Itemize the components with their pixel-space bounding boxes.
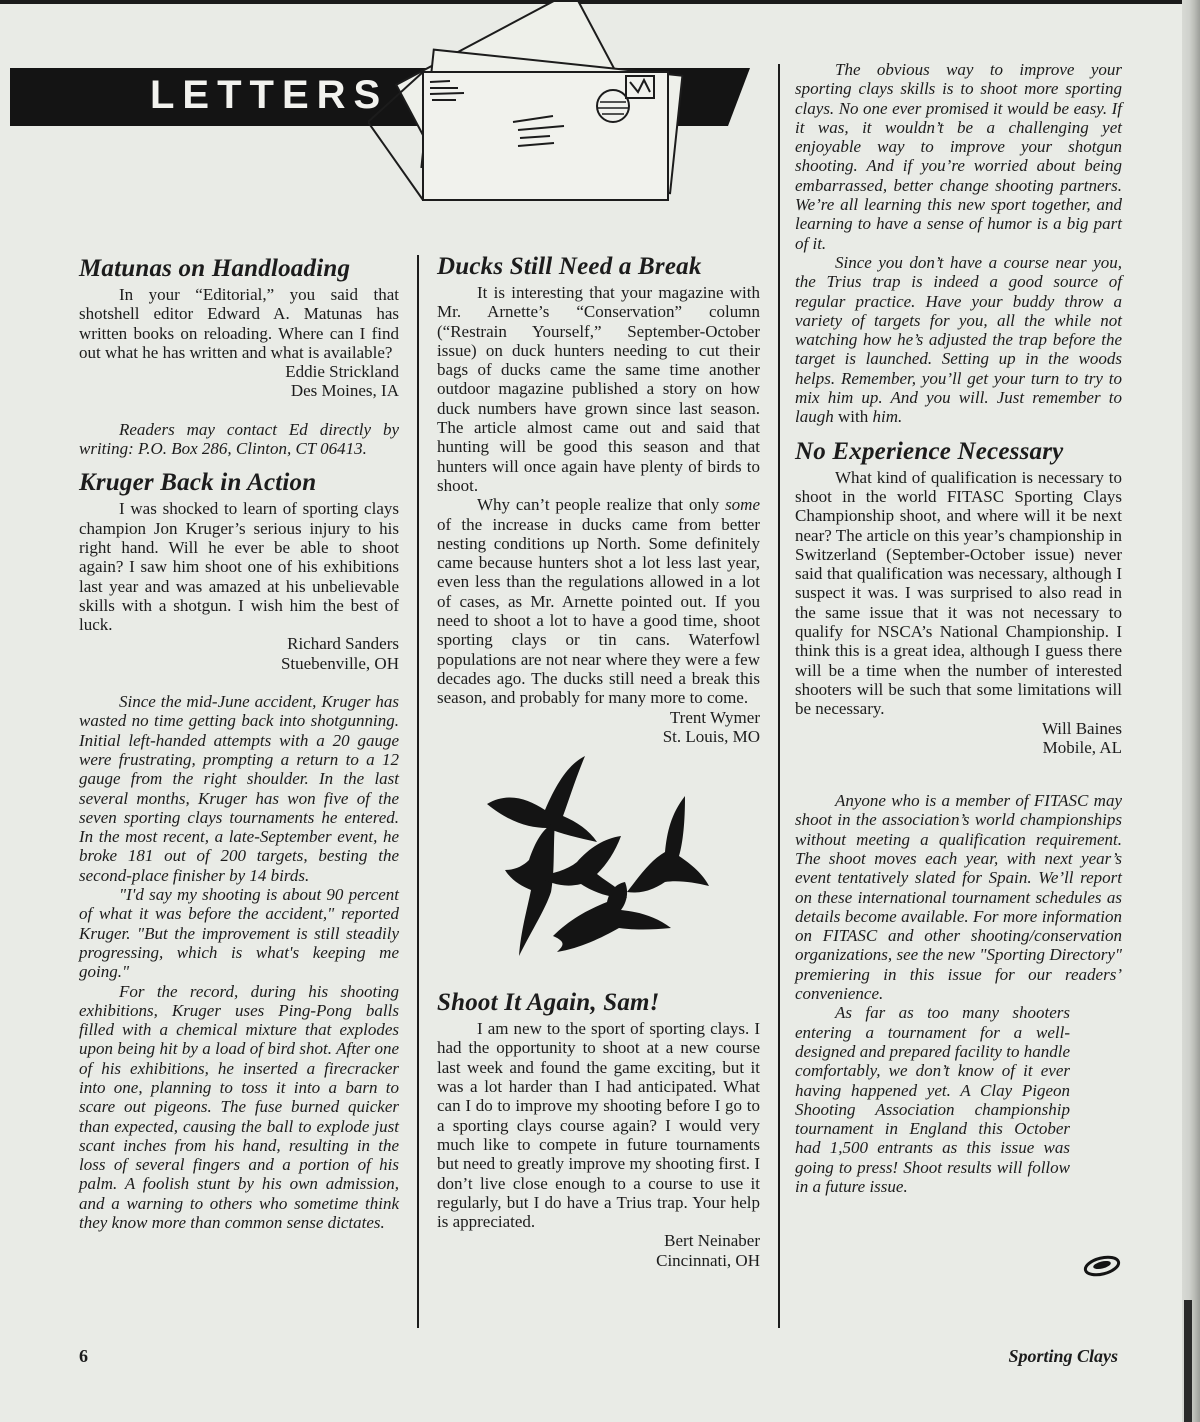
letter-heading: No Experience Necessary — [795, 437, 1064, 465]
letter-author: Trent Wymer — [669, 707, 760, 727]
editor-reply: "I'd say my shooting is about 90 percent of what it was before the accident," reported Kruger. "But the improvement is still steadily progressing, which is what's keeping me going." — [79, 885, 399, 982]
letter-body-emphasis: some — [725, 495, 761, 515]
editor-reply-roman: with — [837, 407, 869, 427]
letter-author: Will Baines — [1041, 718, 1122, 738]
column-1 — [79, 254, 399, 1232]
publication-name: Sporting Clays — [1008, 1346, 1118, 1366]
page-number: 6 — [79, 1346, 88, 1366]
letter-heading: Kruger Back in Action — [79, 469, 317, 497]
letter-author: Bert Neinaber — [664, 1231, 760, 1251]
editor-reply: Since the mid-June accident, Kruger has wasted no time getting back into shotgunning. Initial left-handed attempts with a 20 gauge were frustrating, prompting a return to a 12 gauge from the right shoulder. In the last several months, Kruger has won five of the seven sporting clays tournaments he entered. In the most recent, a late-September event, he broke 181 out of 200 targets, besting the second-place finisher by 14 birds. — [79, 692, 399, 885]
letter-location: Cincinnati, OH — [656, 1250, 760, 1270]
page-edge-shadow — [1182, 0, 1200, 1422]
editor-reply: As far as too many shooters entering a tournament for a well-designed and prepared facility to handle comfortably, we don’t know of it ever having happened yet. A Clay Pigeon Shooting Association championship tournament in England this October had 1,500 entrants as this issue was going to press! Shoot results will follow in a future issue. — [795, 1003, 1070, 1197]
editor-reply: The obvious way to improve your sporting clays skills is to shoot more sporting clays. No one ever promised it would be easy. If it was, it wouldn’t be a challenging yet enjoyable way to improve your shotgun shooting. And if you’re worried about being embarrassed, better change shooting partners. We’re all learning this new sport together, and learning to have a sense of humor is a big part of it. — [795, 60, 1122, 253]
letter-body-text: Why can’t people realize that only — [477, 495, 720, 515]
editor-reply — [795, 253, 1122, 427]
letter-body-text: of the increase in ducks came from better nesting conditions up North. Some definitely came because hunters shot a lot less last year, even less than the regulations allowed in a lot of cases, as Mr. Arnette pointed out. If you need to shoot a lot to have a good time, shoot sporting clays or tin cans. Waterfowl populations are not near where they were a few decades ago. The ducks still need a break this season, and probably for many more to come. — [437, 514, 760, 708]
letter-body: It is interesting that your magazine with Mr. Arnette’s “Conservation” column (“Restrain Yourself,” September-October issue) on duck hunters needing to cut their bags of ducks came the same time another outdoor magazine published a story on how duck numbers have grown since last season. The article almost came out and said that hunting will be good this season and that hunters will once again have plenty of birds to shoot. — [437, 283, 760, 495]
editor-reply: Anyone who is a member of FITASC may shoot in the association’s world championships without meeting a qualification requirement. The shoot moves each year, with next year’s event tentatively slated for Spain. We’ll report on these international tournament schedules as details become available. For more information on FITASC and other shooting/conservation organizations, see the new "Sporting Directory" premiering in this issue for our readers’ convenience. — [795, 791, 1122, 1004]
letter-location: Mobile, AL — [1042, 737, 1122, 757]
letter-body: I was shocked to learn of sporting clays champion Jon Kruger’s serious injury to his right hand. Will he ever be able to shoot again? I saw him shoot one of his exhibitions last year and was amazed at his unbelievable skills with a shotgun. I wish him the best of luck. — [79, 499, 399, 635]
letter-body: I am new to the sport of sporting clays. I had the opportunity to shoot at a new course last week and found the game exciting, but it was a lot harder than I had anticipated. What can I do to improve my shooting before I go to a sporting clays course again? I would very much like to compete in future tournaments but need to greatly improve my shooting first. I don’t live close enough to a course to use it regularly, but I do have a Trius trap. Your help is appreciated. — [437, 1019, 760, 1232]
letter-author: Richard Sanders — [287, 634, 399, 654]
editor-reply: For the record, during his shooting exhibitions, Kruger uses Ping-Pong balls filled with a chemical mixture that explodes upon being hit by a load of bird shot. After one of his exhibitions, he inserted a firecracker into one, planning to toss it into a barn to scare out pigeons. The fuse burned quicker than expected, causing the ball to explode just scant inches from his hand, resulting in the loss of several fingers and a portion of his palm. A foolish stunt by his own admission, and a warning to others who sometime think they know more than common sense dictates. — [79, 981, 399, 1233]
letter-location: St. Louis, MO — [662, 726, 760, 746]
letter-location: Des Moines, IA — [290, 381, 399, 401]
letter-body: What kind of qualification is necessary to shoot in the world FITASC Sporting Clays Championship shoot, and where will it be next near? The article on this year’s championship in Switzerland (September-October issue) never said that qualification was necessary, although I suspect it was. I was surprised to also read in the same issue that it was not necessary to qualify for NSCA’s National Championship. I think this is a great idea, although I guess there will be a time when the number of interested shooters will be such that some limitations will be necessary. — [795, 467, 1122, 719]
letter-author: Eddie Strickland — [285, 362, 399, 382]
letter-heading: Ducks Still Need a Break — [437, 253, 702, 280]
letter-heading: Shoot It Again, Sam! — [437, 989, 660, 1017]
masthead-title: LETTERS — [150, 73, 389, 117]
column-2 — [437, 252, 760, 1270]
column-rule-left — [417, 255, 419, 1328]
clay-target-icon — [1082, 1252, 1122, 1278]
letter-body: In your “Editorial,” you said that shotshell editor Edward A. Matunas has written books on reloading. Where can I find out what he has written and what is available? — [79, 285, 399, 362]
column-3 — [795, 60, 1122, 1196]
editor-reply-text: Since you don’t have a course near you, the Trius trap is indeed a good source of regular practice. Have your buddy throw a variety of targets for you, all the while not watching how he’s adjusted the trap before the target is launched. Setting up in the woods helps. Remember, you’ll get your turn to try to mix him up. And you will. Just remember to laugh — [795, 252, 1122, 427]
letter-heading: Matunas on Handloading — [79, 255, 351, 282]
letter-body — [437, 495, 760, 707]
envelopes-illustration — [368, 2, 698, 212]
column-rule-right — [778, 64, 780, 1328]
editor-reply-text: him. — [872, 407, 903, 427]
page-edge-dark — [1184, 1300, 1192, 1422]
flying-ducks-illustration — [457, 752, 717, 982]
letter-location: Stuebenville, OH — [280, 653, 399, 673]
editor-reply: Readers may contact Ed directly by writing: P.O. Box 286, Clinton, CT 06413. — [79, 419, 399, 459]
